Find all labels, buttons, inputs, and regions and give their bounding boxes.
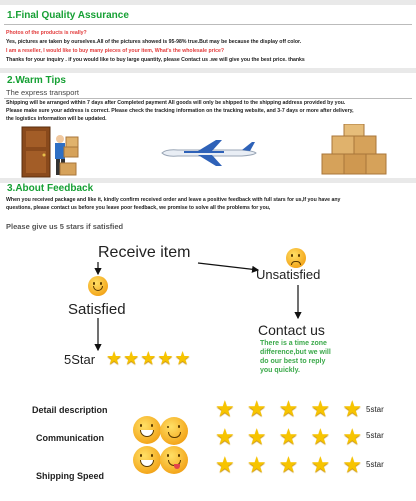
unsatisfied-smiley-icon (286, 248, 306, 268)
note-line: do our best to reply (260, 358, 326, 365)
flow-contact-us: Contact us (258, 322, 325, 338)
tongue-smiley-icon (160, 446, 188, 474)
satisfied-smiley-icon (88, 276, 108, 296)
rating-label-shipping: Shipping Speed (36, 471, 105, 481)
section1-title: 1.Final Quality Assurance (7, 10, 129, 21)
five-stars-request: Please give us 5 stars if satisfied (6, 222, 124, 231)
rating-value-detail: 5star (366, 405, 384, 414)
faq-question-2: I am a reseller, I would like to buy many pieces of your item, What's the wholesale price? (6, 48, 225, 54)
flow-unsatisfied: Unsatisfied (256, 267, 321, 282)
shipping-text-1: Shipping will be arranged within 7 days after Completed payment All goods will only be shipped to the shipping address provided by you. (6, 100, 346, 106)
note-line: you quickly. (260, 367, 300, 374)
section3-title: 3.About Feedback (7, 183, 94, 194)
five-star-label: 5Star (64, 352, 96, 367)
note-line: There is a time zone (260, 340, 327, 347)
flow-satisfied: Satisfied (68, 301, 126, 318)
faq-question-1: Photos of the products is really? (6, 30, 87, 36)
feedback-text-1: When you received package and like it, kindly confirm received order and leave a positive feedback with full stars for us,If you have any (6, 197, 341, 203)
laughing-smiley-icon (133, 416, 161, 444)
rating-value-communication: 5star (366, 431, 384, 440)
five-star-rating: ★★★★★ (106, 348, 192, 368)
note-line: difference,but we will (260, 349, 331, 356)
feedback-text-2: questions, please contact us before you leave poor feedback, we promise to solve all the problems for you, (6, 205, 271, 211)
rating-stars-shipping: ★ ★ ★ ★ ★ (215, 452, 366, 477)
rating-label-detail: Detail description (32, 405, 108, 415)
rating-stars-detail: ★ ★ ★ ★ ★ (215, 396, 366, 421)
rating-stars-communication: ★ ★ ★ ★ ★ (215, 424, 366, 449)
time-zone-note (260, 339, 331, 375)
section2-title: 2.Warm Tips (7, 75, 66, 86)
rating-label-communication: Communication (36, 433, 105, 443)
faq-answer-1: Yes, pictures are taken by ourselves.All of the pictures showed is 95-98% true.But may be because the display off color. (6, 39, 302, 45)
rating-value-shipping: 5star (366, 460, 384, 469)
shipping-text-3: the logistics information will be updated. (6, 116, 107, 122)
grinning-smiley-icon (133, 446, 161, 474)
shipping-text-2: Please make sure your address is correct. Please check the tracking information on the tracking website, and 3-7 days or more after delivery, (6, 108, 354, 114)
winking-smiley-icon (160, 417, 188, 445)
section2-subtitle: The express transport (6, 88, 79, 97)
faq-answer-2: Thanks for your inquiry . if you would like to buy large quantity, please Contact us .we will give you the best price. thanks (6, 57, 305, 63)
flow-receive-item: Receive item (98, 244, 191, 261)
